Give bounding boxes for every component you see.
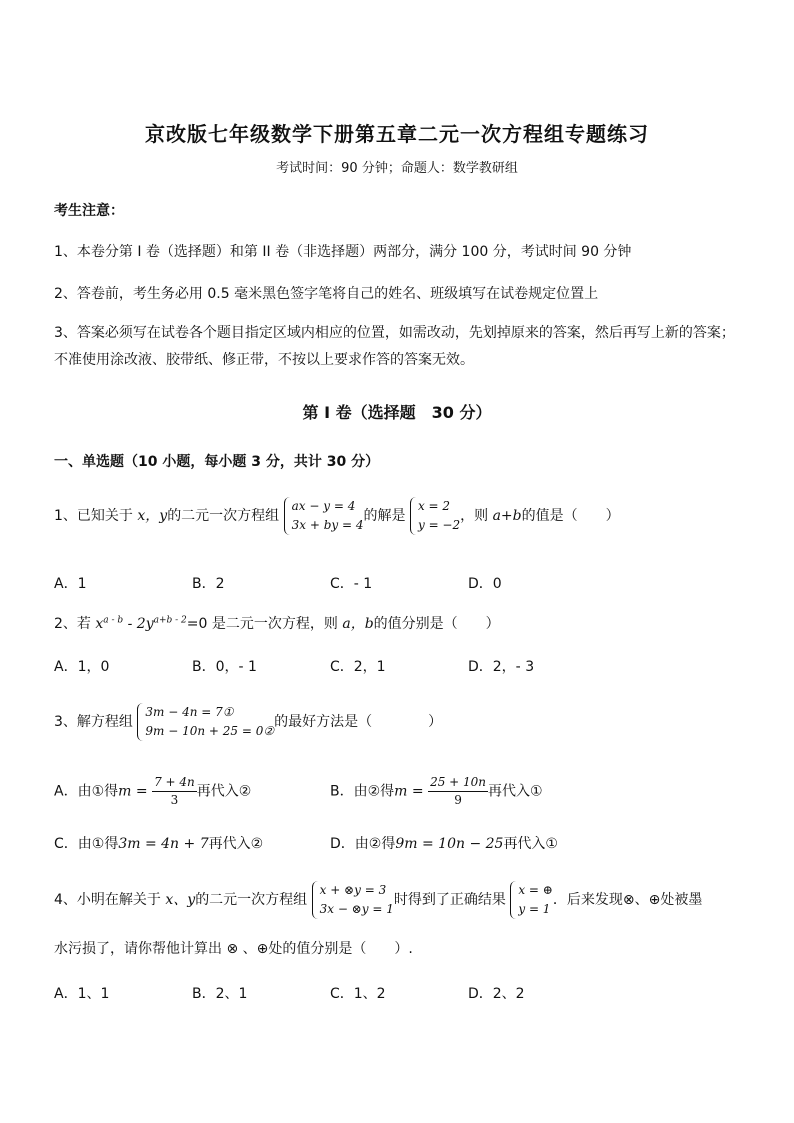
notice-item-3: 3、答案必须写在试卷各个题目指定区域内相应的位置，如需改动，先划掉原来的答案，然后再写上新的答案；不准使用涂改液、胶带纸、修正带，不按以上要求作答的答案无效。 — [54, 325, 735, 368]
q1-option-c[interactable]: C．- 1 — [330, 576, 373, 592]
q4-option-b[interactable]: B．2、1 — [192, 986, 248, 1002]
exam-info: 考试时间：90 分钟；命题人：数学教研组 — [276, 161, 518, 176]
equation-system: ax − y = 4 3x + by = 4 — [284, 497, 364, 535]
q2-option-b[interactable]: B．0，- 1 — [192, 659, 257, 675]
part1-heading: 第 I 卷（选择题 30 分） — [302, 403, 492, 422]
page-title: 京改版七年级数学下册第五章二元一次方程组专题练习 — [145, 122, 649, 146]
q2-option-c[interactable]: C．2，1 — [330, 659, 386, 675]
notice-item-1: 1、本卷分第 I 卷（选择题）和第 II 卷（非选择题）两部分，满分 100 分，考试时间 90 分钟 — [54, 244, 632, 260]
question-4: 4、小明在解关于 x、y的二元一次方程组 x + ⊗y = 3 3x − ⊗y = 1 时得到了正确结果 x = ⊕ y = 1 ．后来发现⊗、⊕处被墨 — [54, 881, 702, 919]
q3-option-c[interactable]: C．由①得3m = 4n + 7再代入② — [54, 836, 264, 852]
equation-system: 3m − 4n = 7① 9m − 10n + 25 = 0② — [137, 703, 274, 741]
q3-option-a[interactable]: A．由①得m = $\frac{7 + 4n}{3}$ 再代入② — [54, 775, 252, 807]
q1-option-b[interactable]: B．2 — [192, 576, 225, 592]
fraction: $\frac{25 + 10n}{9}$ — [430, 775, 487, 807]
q1-option-a[interactable]: A．1 — [54, 576, 87, 592]
question-1: 1、已知关于 x，y的二元一次方程组 ax − y = 4 3x + by = 4 的解是 x = 2 y = −2 ，则 a+b的值是（ ） — [54, 497, 620, 535]
question-3: 3、解方程组 3m − 4n = 7① 9m − 10n + 25 = 0② 的最好方法是（ ） — [54, 703, 442, 741]
q2-option-a[interactable]: A．1，0 — [54, 659, 110, 675]
question-2: 2、若 $x^{a - b} - 2y^{a+b - 2}=0$ 是二元一次方程，则 a，b的值分别是（ ） — [54, 615, 500, 632]
q4-option-a[interactable]: A．1、1 — [54, 986, 110, 1002]
section1-heading: 一、单选题（10 小题，每小题 3 分，共计 30 分） — [54, 454, 380, 470]
q3-option-d[interactable]: D．由②得9m = 10n − 25再代入① — [330, 836, 558, 852]
solution-system: x = 2 y = −2 — [410, 497, 460, 535]
notice-heading: 考生注意： — [54, 203, 124, 219]
notice-item-2: 2、答卷前，考生务必用 0.5 毫米黑色签字笔将自己的姓名、班级填写在试卷规定位置上 — [54, 286, 599, 302]
fraction: $\frac{7 + 4n}{3}$ — [154, 775, 195, 807]
q3-option-b[interactable]: B．由②得m = $\frac{25 + 10n}{9}$ 再代入① — [330, 775, 543, 807]
q1-option-d[interactable]: D．0 — [468, 576, 502, 592]
question-4-line-2: 水污损了，请你帮他计算出 ⊗ 、⊕处的值分别是（ ）. — [54, 941, 413, 957]
q4-option-d[interactable]: D．2、2 — [468, 986, 525, 1002]
q4-option-c[interactable]: C．1、2 — [330, 986, 386, 1002]
q2-option-d[interactable]: D．2，- 3 — [468, 659, 535, 675]
equation-system: x + ⊗y = 3 3x − ⊗y = 1 — [312, 881, 394, 919]
solution-system: x = ⊕ y = 1 — [510, 881, 553, 919]
